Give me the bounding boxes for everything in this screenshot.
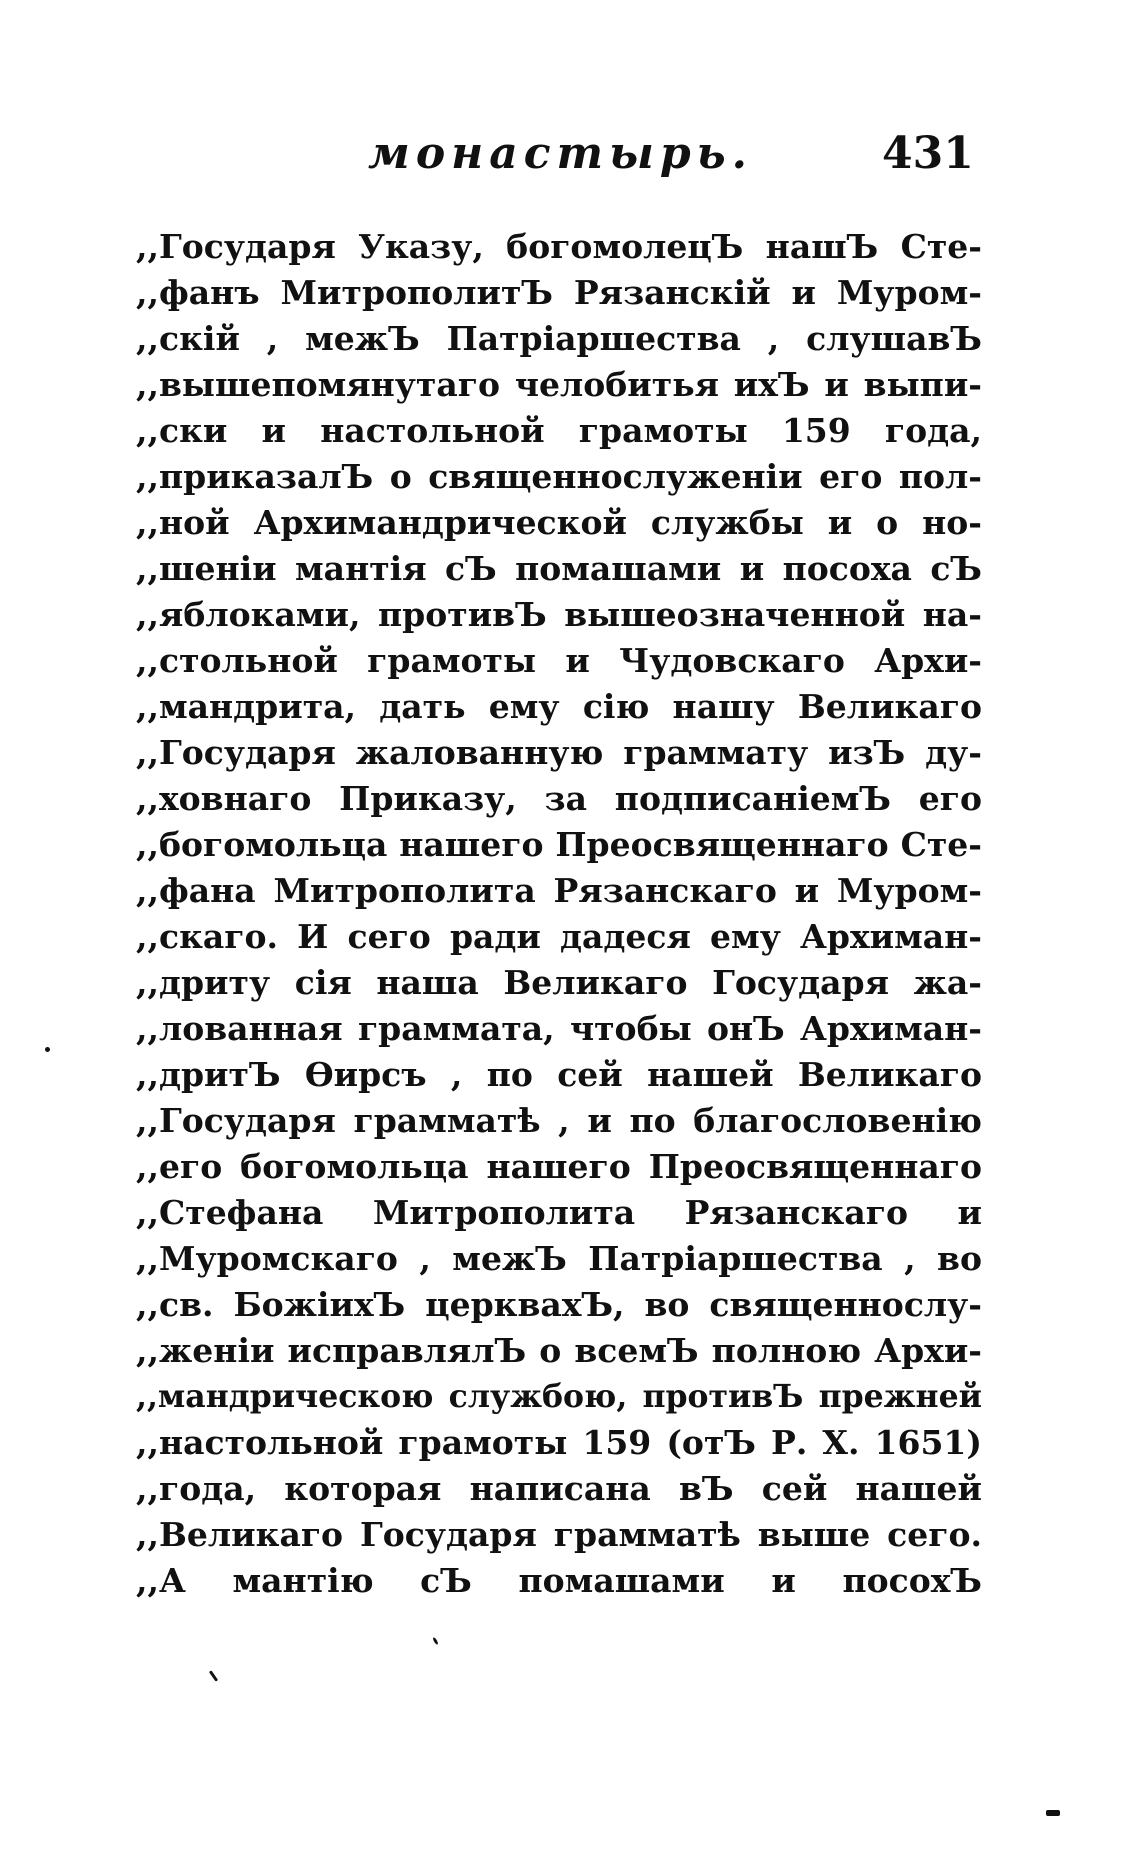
- running-head: монастырь.: [368, 128, 753, 179]
- scan-speck: [45, 1047, 50, 1052]
- scan-speck: [1046, 1810, 1060, 1816]
- text-line: ,,шеніи мантія сЪ помашами и посоха сЪ: [136, 549, 982, 588]
- scan-speck: [432, 1637, 439, 1645]
- text-line: ,,вышепомянутаго челобитья ихЪ и выпи-: [136, 365, 982, 404]
- text-line: ,,Государя жалованную граммату изЪ ду-: [136, 733, 982, 772]
- text-line: ,,богомольца нашего Преосвященнаго Сте-: [136, 825, 982, 864]
- text-line: ,,Государя грамматѣ , и по благословенію: [136, 1101, 982, 1140]
- body-text: [136, 224, 982, 1604]
- text-line: ,,года, которая написана вЪ сей нашей: [136, 1469, 982, 1508]
- text-line: ,,скій , межЪ Патріаршества , слушавЪ: [136, 319, 982, 358]
- text-line: ,,женіи исправлялЪ о всемЪ полною Архи-: [136, 1331, 982, 1370]
- text-line: ,,его богомольца нашего Преосвященнаго: [136, 1147, 982, 1186]
- text-line: ,,Великаго Государя грамматѣ выше сего.: [136, 1515, 982, 1554]
- text-line: ,,фана Митрополита Рязанскаго и Муром-: [136, 871, 982, 910]
- page-number: 431: [882, 128, 974, 179]
- text-line: ,,мандрита, дать ему сію нашу Великаго: [136, 687, 982, 726]
- text-line: ,,лованная граммата, чтобы онЪ Архиман-: [136, 1009, 982, 1048]
- text-line: ,,настольной грамоты 159 (отЪ Р. Х. 1651): [136, 1423, 982, 1462]
- text-line: ,,Стефана Митрополита Рязанскаго и: [136, 1193, 982, 1232]
- text-line: ,,мандрическою службою, противЪ прежней: [136, 1378, 982, 1415]
- text-line: ,,св. БожіихЪ церквахЪ, во священнослу-: [136, 1285, 982, 1324]
- text-line: ,,дритЪ Өирсъ , по сей нашей Великаго: [136, 1055, 982, 1094]
- text-line: ,,А мантію сЪ помашами и посохЪ: [136, 1561, 982, 1600]
- text-line: ,,Государя Указу, богомолецЪ нашЪ Сте-: [136, 227, 982, 266]
- text-line: ,,ховнаго Приказу, за подписаніемЪ его: [136, 779, 982, 818]
- text-line: ,,яблоками, противЪ вышеозначенной на-: [136, 595, 982, 634]
- text-line: ,,скаго. И сего ради дадеся ему Архиман-: [136, 917, 982, 956]
- text-line: ,,Муромскаго , межЪ Патріаршества , во: [136, 1239, 982, 1278]
- text-line: ,,ной Архимандрической службы и о но-: [136, 503, 982, 542]
- text-line: ,,приказалЪ о священнослуженіи его пол-: [136, 457, 982, 496]
- scan-speck: [209, 1670, 218, 1682]
- text-line: ,,фанъ МитрополитЪ Рязанскій и Муром-: [136, 273, 982, 312]
- text-line: ,,стольной грамоты и Чудовскаго Архи-: [136, 641, 982, 680]
- text-line: ,,дриту сія наша Великаго Государя жа-: [136, 963, 982, 1002]
- text-line: ,,ски и настольной грамоты 159 года,: [136, 411, 982, 450]
